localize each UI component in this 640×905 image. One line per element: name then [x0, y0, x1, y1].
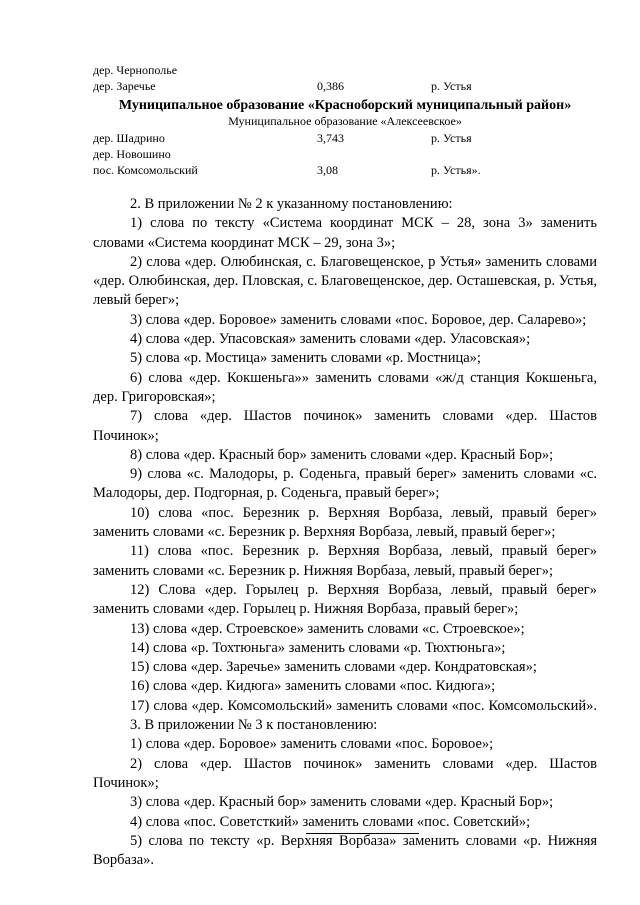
- distance-value: 0,386: [317, 79, 344, 93]
- distance-value: 3,743: [317, 131, 344, 145]
- table-row: [93, 162, 597, 178]
- municipality-title: Муниципальное образование «Красноборский муниципальный район»: [118, 98, 572, 113]
- settlement-name: дер. Шадрино: [93, 131, 165, 145]
- amendment-item: 4) слова «дер. Упасовская» заменить словами «дер. Уласовская»;: [130, 331, 531, 348]
- municipality-subtitle: Муниципальное образование «Алексеевское»: [228, 114, 462, 128]
- amendment-item: 6) слова «дер. Кокшеньга»» заменить словами «ж/д станция Кокшеньга, дер. Григоровская»;: [93, 369, 597, 405]
- amendment-item: 2) слова «дер. Шастов починок» заменить словами «дер. Шастов Починок»;: [93, 755, 597, 791]
- amendment-item: 12) Слова «дер. Горылец р. Верхняя Ворбаза, левый, правый берег» заменить словами «дер. Горылец р. Нижняя Ворбаза, правый берег»;: [93, 581, 597, 618]
- amendment-item: 17) слова «дер. Комсомольский» заменить словами «пос. Комсомольский».: [130, 697, 597, 714]
- settlement-name: дер. Заречье: [93, 79, 156, 93]
- amendment-item: 7) слова «дер. Шастов починок» заменить словами «дер. Шастов Починок»;: [93, 408, 597, 444]
- amendment-item: 3) слова «дер. Красный бор» заменить словами «дер. Красный Бор»;: [130, 794, 554, 811]
- river-name: р. Устья: [431, 79, 472, 93]
- amendment-item: 10) слова «пос. Березник р. Верхняя Ворбаза, левый, правый берег» заменить словами «с. Березник р. Верхняя Ворбаза, левый, правый берег»;: [93, 504, 597, 541]
- amendment-item: 9) слова «с. Малодоры, р. Соденьга, правый берег» заменить словами «с. Малодоры, дер. Подгорная, р. Соденьга, правый берег»;: [93, 466, 597, 502]
- document-page: [93, 62, 597, 870]
- river-name: р. Устья: [431, 131, 472, 145]
- amendment-item: 8) слова «дер. Красный бор» заменить словами «дер. Красный Бор»;: [130, 446, 554, 463]
- closing-rule: [306, 833, 419, 834]
- amendment-item: 14) слова «р. Тохтюньга» заменить словами «р. Тюхтюньга»;: [130, 639, 506, 656]
- distance-value: 3,08: [317, 163, 338, 177]
- amendment-item: 15) слова «дер. Заречье» заменить словами «дер. Кондратовская»;: [130, 659, 537, 676]
- table-row: [93, 146, 597, 162]
- amendment-item: 1) слова по тексту «Система координат МСК – 28, зона 3» заменить словами «Система координат МСК – 29, зона 3»;: [93, 215, 597, 251]
- settlement-name: дер. Чернополье: [93, 63, 178, 77]
- settlement-name: пос. Комсомольский: [93, 163, 198, 177]
- document-body: [93, 195, 597, 870]
- amendment-item: 11) слова «пос. Березник р. Верхняя Ворбаза, левый, правый берег» заменить словами «с. Березник р. Нижняя Ворбаза, левый, правый берег»;: [93, 543, 597, 579]
- amendment-item: 5) слова «р. Мостица» заменить словами «р. Мостница»;: [130, 350, 481, 367]
- section-heading-appendix-2: 2. В приложении № 2 к указанному постановлению:: [130, 196, 453, 212]
- settlement-name: дер. Новошино: [93, 147, 171, 161]
- amendment-item: 13) слова «дер. Строевское» заменить словами «с. Строевское»;: [130, 620, 525, 637]
- table-row: [93, 130, 597, 146]
- table-row: [93, 62, 597, 78]
- amendment-item: 2) слова «дер. Олюбинская, с. Благовещенское, р Устья» заменить словами «дер. Олюбинская, дер. Пловская, с. Благовещенское, дер. Осташевская, р. Устья, левый берег»;: [93, 253, 597, 309]
- amendment-item: 4) слова «пос. Советсткий» заменить словами «пос. Советский»;: [130, 813, 531, 830]
- section-heading-appendix-3: 3. В приложении № 3 к постановлению:: [130, 717, 378, 734]
- settlement-table-bottom: [93, 130, 597, 178]
- amendment-item: 1) слова «дер. Боровое» заменить словами «пос. Боровое»;: [130, 736, 494, 753]
- river-name: р. Устья».: [431, 163, 481, 177]
- amendment-item: 16) слова «дер. Кидюга» заменить словами «пос. Кидюга»;: [130, 678, 496, 695]
- amendment-item: 3) слова «дер. Боровое» заменить словами «пос. Боровое, дер. Саларево»;: [130, 311, 587, 328]
- amendment-item: 5) слова по тексту «р. Верхняя Ворбаза» заменить словами «р. Нижняя Ворбаза».: [93, 832, 597, 869]
- table-row: [93, 78, 597, 94]
- settlement-table-top: [93, 62, 597, 94]
